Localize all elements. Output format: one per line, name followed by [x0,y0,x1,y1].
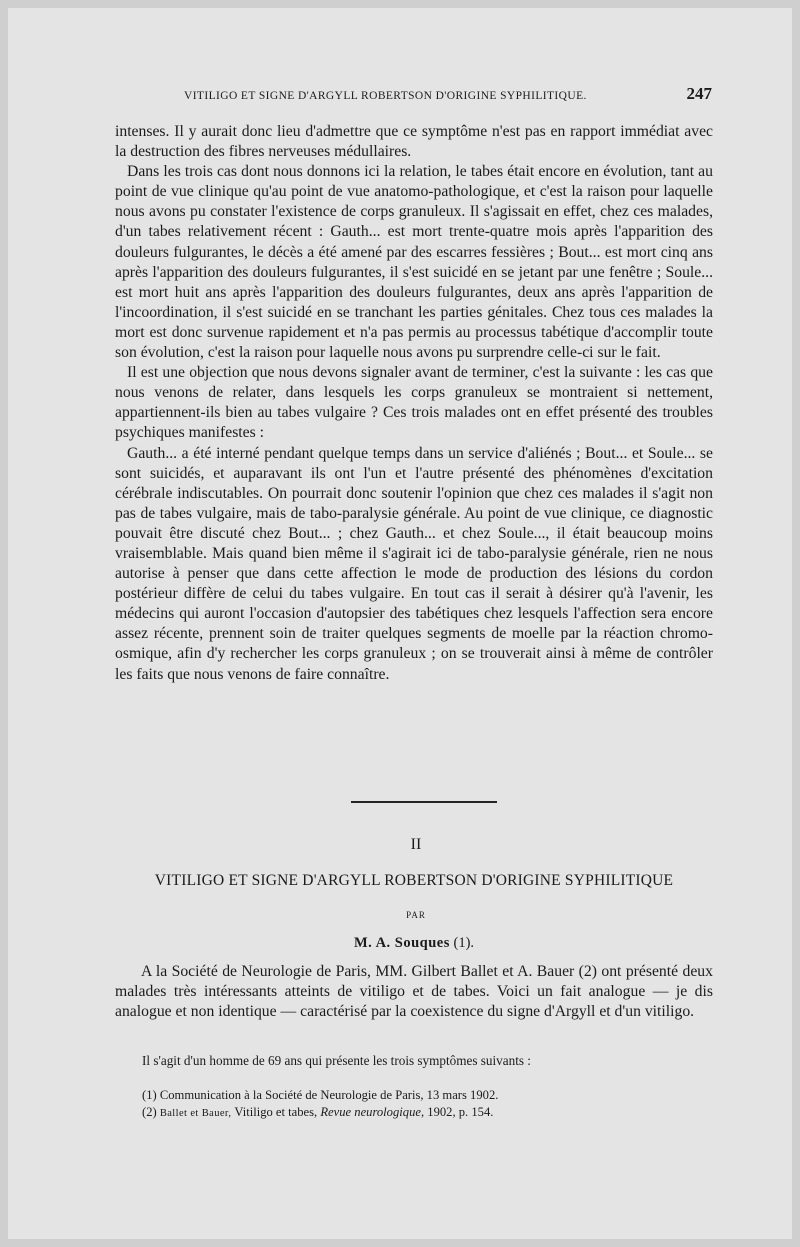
paragraph: Dans les trois cas dont nous donnons ici la relation, le tabes était encore en évolution, tant au point de vue clinique qu'au point de vue anatomo-pathologique, et c'est la raison pour laquelle nous avons pu constater l'existence de corps granuleux. Il s'agissait en effet, chez ces malades, d'un tabes relativement récent : Gauth... est mort trente-quatre mois après l'apparition des douleurs fulgurantes, le décès a été amené par des escarres fessières ; Bout... est mort cinq ans après l'apparition des douleurs fulgurantes, il s'est suicidé en se jetant par une fenêtre ; Soule... est mort huit ans après l'apparition des douleurs fulgurantes, deux ans après l'apparition de l'incoordination, il s'est suicidé en se tranchant les parties génitales. Chez tous ces malades la mort est donc survenue rapidement et n'a pas permis au processus tabétique d'accomplir toute son évolution, c'est la raison pour laquelle nous avons pu surprendre celle-ci sur le fait. [115,163,713,362]
footnote-reference: 1902, p. 154. [427,1104,494,1119]
paragraph: intenses. Il y aurait donc lieu d'admettre que ce symptôme n'est pas en rapport immédiat avec la destruction des fibres nerveuses médullaires. [115,123,713,161]
footnote-title: Vitiligo et tabes, [234,1104,318,1119]
section-divider [351,801,497,803]
author-line [8,935,800,952]
footnote-authors: Ballet et Bauer, [159,1107,232,1119]
footnote-2 [142,1104,702,1123]
author-name: M. A. Souques [353,935,450,951]
paragraph: A la Société de Neurologie de Paris, MM. Gilbert Ballet et A. Bauer (2) ont présenté deux malades très intéressants atteints de vitiligo et de tabes. Voici un fait analogue — je dis analogue et non identique — caractérisé par la coexistence du signe d'Argyll et d'un vitiligo. [115,963,713,1021]
footnote-marker: (2) [142,1104,157,1119]
paragraph: Gauth... a été interné pendant quelque temps dans un service d'aliénés ; Bout... et Soule... se sont suicidés, et auparavant ils ont l'un et l'autre présenté des phénomènes d'excitation cérébrale indiscutables. On pourrait donc soutenir l'opinion que chez ces malades il s'agit non pas de tabes vulgaire, mais de tabo-paralysie générale. Au point de vue clinique, ce diagnostic pouvait être discuté chez Bout... ; chez Gauth... et chez Soule..., il était beaucoup moins vraisemblable. Mais quand bien même il s'agirait ici de tabo-paralysie générale, rien ne nous autorise à penser que dans cette affection le mode de production des lésions du cordon postérieur diffère de celui du tabes vulgaire. En tout cas il serait à désirer qu'à l'avenir, les médecins qui auront l'occasion d'autopsier des tabétiques chez lesquels l'affection sera encore assez récente, prennent soin de traiter quelques segments de moelle par la réaction chromo-osmique, afin d'y rechercher les corps granuleux ; on se trouverait ainsi à même de contrôler les faits que nous venons de faire connaître. [115,444,713,683]
paragraph: Il est une objection que nous devons signaler avant de terminer, c'est la suivante : les cas que nous venons de relater, dans lesquels les corps granuleux se montraient si nettement, appartiennent-ils bien au tabes vulgaire ? Ces trois malades ont en effet présenté des troubles psychiques manifestes : [115,364,713,442]
case-description: Il s'agit d'un homme de 69 ans qui présente les trois symptômes suivants : [142,1053,531,1068]
footnote-journal: Revue neurologique, [320,1104,425,1119]
running-header [116,84,712,108]
section-number: II [410,836,422,853]
byline-par: PAR [406,910,426,920]
footnote-1: (1) Communication à la Société de Neurologie de Paris, 13 mars 1902. [142,1088,499,1102]
footnotes [142,1087,702,1122]
section-title: VITILIGO ET SIGNE D'ARGYLL ROBERTSON D'ORIGINE SYPHILITIQUE [154,872,674,889]
page-number: 247 [686,84,712,103]
article-text [115,122,713,685]
section-intro [115,962,713,1023]
author-footnote-ref: (1). [453,935,475,951]
running-title: VITILIGO ET SIGNE D'ARGYLL ROBERTSON D'ORIGINE SYPHILITIQUE. [184,90,587,102]
